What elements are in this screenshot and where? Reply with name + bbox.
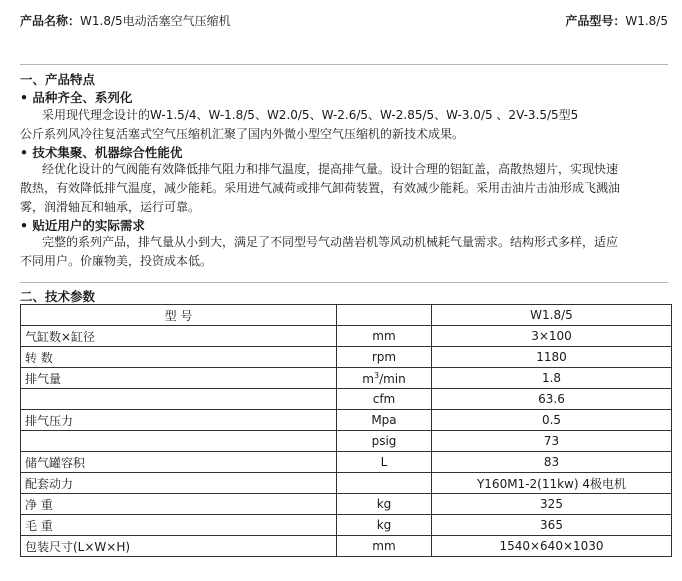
table-row	[21, 326, 672, 347]
param-name: 排气量	[21, 368, 337, 389]
spec-table	[20, 304, 672, 557]
param-value: 0.5	[432, 410, 672, 431]
param-unit: Mpa	[337, 410, 432, 431]
param-value: 73	[432, 431, 672, 452]
param-value: 83	[432, 452, 672, 473]
product-model	[565, 12, 668, 29]
feature-title: • 技术集聚、机器综合性能优	[20, 145, 183, 160]
param-name: 排气压力	[21, 410, 337, 431]
param-value: 63.6	[432, 389, 672, 410]
product-header	[20, 12, 668, 30]
param-name: 净 重	[21, 494, 337, 515]
feature-title: • 品种齐全、系列化	[20, 90, 133, 105]
feature-text	[20, 233, 660, 271]
param-name: 转 数	[21, 347, 337, 368]
table-row	[21, 494, 672, 515]
param-unit: mm	[337, 326, 432, 347]
feature-title: • 贴近用户的实际需求	[20, 218, 145, 233]
param-unit: rpm	[337, 347, 432, 368]
specs-title: 二、技术参数	[20, 289, 96, 304]
param-unit: kg	[337, 494, 432, 515]
param-value: Y160M1-2(11kw) 4极电机	[432, 473, 672, 494]
feature-line: 散热，有效降低排气温度，减少能耗。采用进气减荷或排气卸荷装置，有效减少能耗。采用击油片击油形成飞溅油	[20, 181, 621, 195]
table-row	[21, 410, 672, 431]
table-row	[21, 452, 672, 473]
table-row	[21, 389, 672, 410]
section-divider	[20, 64, 668, 65]
param-value: 365	[432, 515, 672, 536]
param-name	[21, 431, 337, 452]
param-name: 储气罐容积	[21, 452, 337, 473]
feature-line: 采用现代理念设计的W-1.5/4、W-1.8/5、W2.0/5、W-2.6/5、W-2.85/5、W-3.0/5 、2V-3.5/5型5	[42, 108, 579, 122]
param-name: 包装尺寸(L×W×H)	[21, 536, 337, 557]
table-row	[21, 536, 672, 557]
header-cell	[337, 305, 432, 326]
feature-line: 不同用户。价廉物美，投资成本低。	[20, 254, 213, 268]
table-row	[21, 431, 672, 452]
table-row	[21, 347, 672, 368]
table-row	[21, 473, 672, 494]
feature-line: 完整的系列产品，排气量从小到大，满足了不同型号气动凿岩机等风动机械耗气量需求。结构形式多样，适应	[42, 235, 619, 249]
product-name-label: 产品名称：	[20, 14, 81, 28]
param-value: 1540×640×1030	[432, 536, 672, 557]
product-model-label: 产品型号：	[565, 14, 626, 28]
param-name: 毛 重	[21, 515, 337, 536]
param-name: 配套动力	[21, 473, 337, 494]
param-unit: psig	[337, 431, 432, 452]
param-value: 325	[432, 494, 672, 515]
header-cell: 型 号	[21, 305, 337, 326]
param-value: 3×100	[432, 326, 672, 347]
param-name	[21, 389, 337, 410]
section-divider	[20, 282, 668, 283]
param-value: 1180	[432, 347, 672, 368]
table-header-row	[21, 305, 672, 326]
param-unit: mm	[337, 536, 432, 557]
table-row	[21, 368, 672, 389]
param-unit: L	[337, 452, 432, 473]
feature-line: 公斤系列风冷往复活塞式空气压缩机汇聚了国内外微小型空气压缩机的新技术成果。	[20, 127, 465, 141]
feature-text	[20, 160, 660, 217]
param-name: 气缸数×缸径	[21, 326, 337, 347]
product-name	[20, 12, 231, 29]
feature-line: 经优化设计的气阀能有效降低排气阻力和排气温度，提高排气量。设计合理的铝缸盖，高散热翅片，实现快速	[42, 162, 619, 176]
param-unit: kg	[337, 515, 432, 536]
param-unit: cfm	[337, 389, 432, 410]
feature-text	[20, 106, 660, 144]
table-row	[21, 515, 672, 536]
product-model-value: W1.8/5	[625, 14, 668, 28]
param-value: 1.8	[432, 368, 672, 389]
param-unit: $m^3/\min$	[337, 368, 432, 389]
feature-line: 雾，润滑轴瓦和轴承，运行可靠。	[20, 200, 201, 214]
param-unit	[337, 473, 432, 494]
features-title: 一、产品特点	[20, 72, 96, 87]
header-cell: W1.8/5	[432, 305, 672, 326]
product-name-value: W1.8/5电动活塞空气压缩机	[80, 14, 231, 28]
